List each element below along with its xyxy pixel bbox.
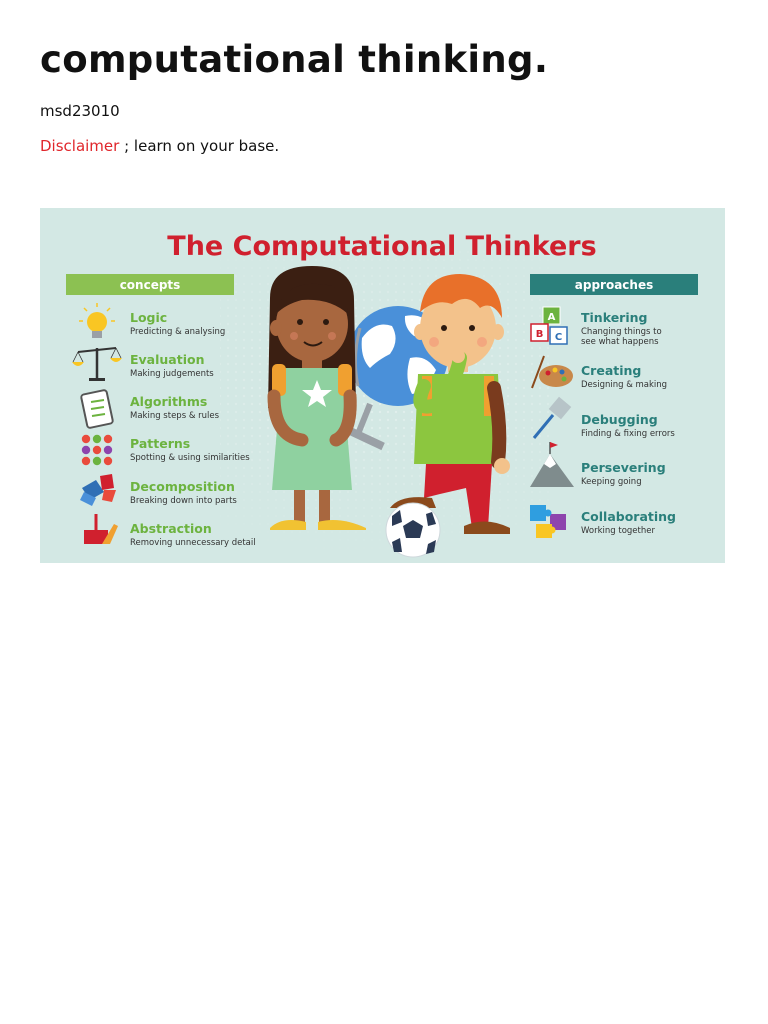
- block-letter: B: [535, 329, 544, 340]
- approach-name: Tinkering: [581, 310, 648, 325]
- concept-desc: Spotting & using similarities: [130, 453, 250, 463]
- disclaimer-text: ; learn on your base.: [119, 137, 280, 155]
- approach-name: Persevering: [581, 460, 666, 475]
- soccer-ball-icon: [386, 503, 440, 557]
- concept-desc: Breaking down into parts: [130, 496, 237, 506]
- concept-name: Decomposition: [130, 479, 235, 494]
- approaches-header: approaches: [574, 278, 654, 292]
- approach-desc: Designing & making: [581, 380, 668, 390]
- approach-desc: Working together: [581, 526, 655, 536]
- disclaimer-line: [40, 137, 279, 155]
- concept-name: Abstraction: [130, 521, 212, 536]
- concept-name: Algorithms: [130, 394, 208, 409]
- infographic-title: The Computational Thinkers: [167, 231, 597, 262]
- author-name[interactable]: msd23010: [40, 102, 120, 120]
- block-letter: C: [554, 332, 563, 343]
- concept-desc: Making steps & rules: [130, 411, 220, 421]
- block-letter: A: [547, 312, 556, 323]
- dots-grid-icon: [82, 435, 112, 465]
- approach-desc: Finding & fixing errors: [581, 429, 675, 439]
- infographic-svg: [40, 208, 725, 563]
- concept-name: Logic: [130, 310, 168, 325]
- approach-name: Creating: [581, 363, 642, 378]
- concept-desc: Predicting & analysing: [130, 327, 226, 337]
- approach-name: Debugging: [581, 412, 658, 427]
- approach-name: Collaborating: [581, 509, 677, 524]
- approach-desc: Keeping going: [581, 477, 642, 487]
- concept-desc: Making judgements: [130, 369, 214, 379]
- page-title: computational thinking.: [40, 38, 549, 81]
- approach-desc-line2: see what happens: [581, 337, 659, 347]
- disclaimer-link[interactable]: Disclaimer: [40, 137, 120, 155]
- checklist-tablet-icon: [81, 390, 114, 429]
- concept-desc: Removing unnecessary detail: [130, 538, 256, 548]
- concepts-header: concepts: [119, 278, 181, 292]
- concept-name: Patterns: [130, 436, 191, 451]
- concept-name: Evaluation: [130, 352, 205, 367]
- approach-desc: Changing things to: [581, 327, 662, 337]
- computational-thinkers-infographic: [40, 208, 725, 563]
